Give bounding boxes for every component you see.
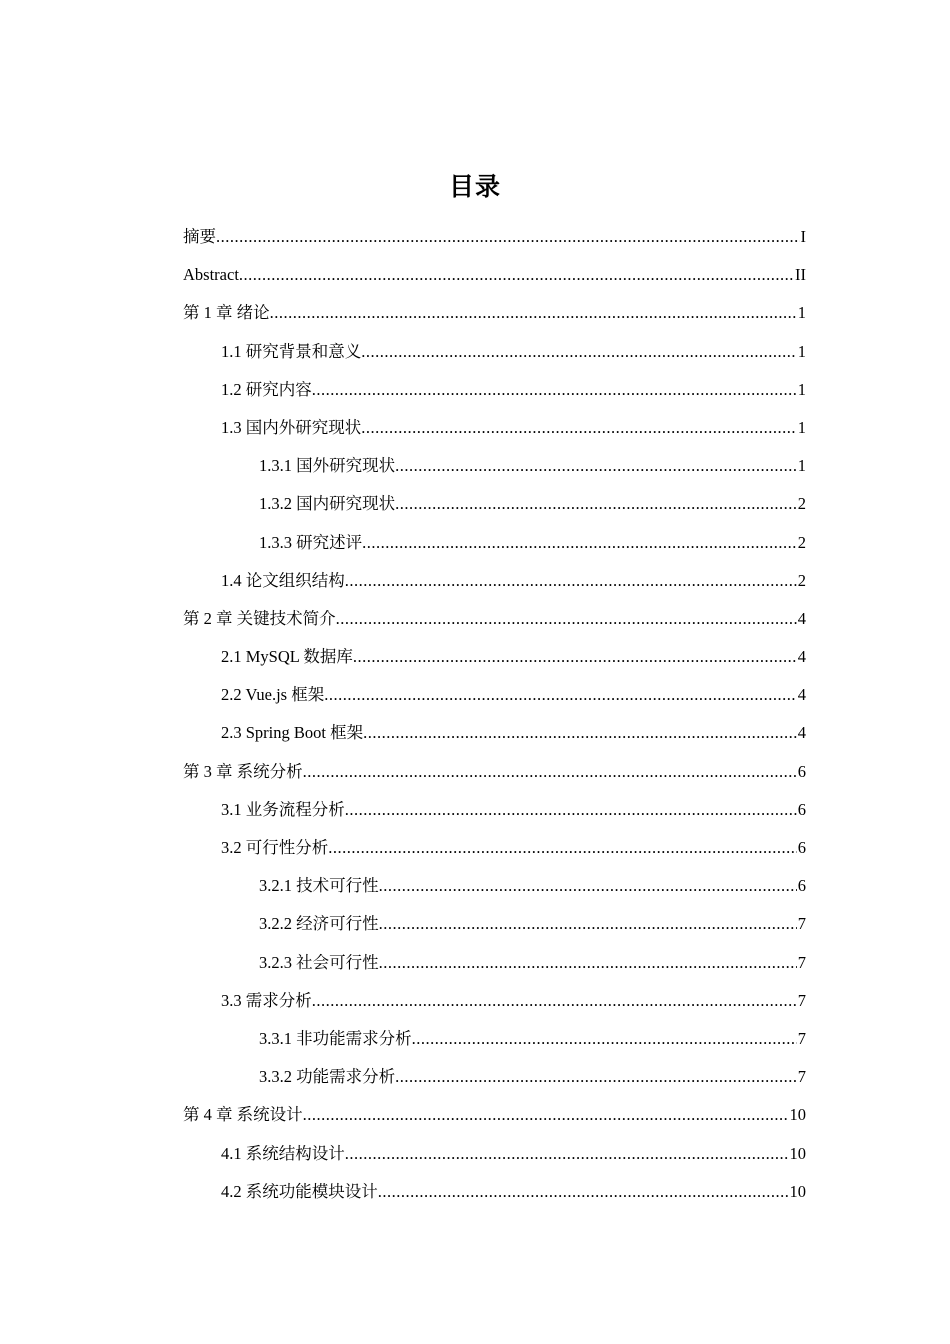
toc-entry[interactable] [183, 944, 806, 982]
toc-entry-label: 3.2.2 经济可行性 [259, 914, 379, 934]
toc-entry[interactable] [183, 1173, 806, 1211]
toc-entry-page-number: 1 [797, 341, 806, 361]
toc-entry-label: 第 2 章 关键技术简介 [183, 608, 336, 628]
toc-dot-leader [216, 218, 800, 256]
toc-dot-leader [379, 905, 797, 943]
toc-entry-page-number: I [800, 227, 806, 246]
toc-entry[interactable] [183, 1135, 806, 1173]
toc-entry-page-number: 1 [797, 379, 806, 399]
toc-entry[interactable] [183, 905, 806, 943]
toc-dot-leader [395, 447, 797, 485]
toc-entry-label: 1.3.1 国外研究现状 [259, 456, 396, 476]
toc-entry-label: 3.2.1 技术可行性 [259, 876, 379, 896]
toc-entry-page-number: 1 [797, 456, 806, 476]
toc-entry-page-number: 6 [797, 799, 806, 819]
toc-entry[interactable] [183, 753, 806, 791]
toc-entry-page-number: 4 [797, 685, 806, 705]
page-title: 目录 [448, 171, 501, 201]
toc-entry-page-number: 2 [797, 532, 806, 552]
toc-entry[interactable] [183, 562, 806, 600]
toc-entry[interactable] [183, 485, 806, 523]
toc-dot-leader [412, 1020, 797, 1058]
toc-dot-leader [336, 600, 797, 638]
toc-entry-label: 1.2 研究内容 [221, 379, 312, 399]
toc-dot-leader [303, 1096, 789, 1134]
toc-entry[interactable] [183, 371, 806, 409]
toc-entry-label: 4.2 系统功能模块设计 [221, 1181, 378, 1201]
toc-entry-page-number: 4 [797, 608, 806, 628]
toc-entry-page-number: II [795, 265, 806, 285]
toc-dot-leader [324, 676, 797, 714]
toc-entry[interactable] [183, 524, 806, 562]
toc-dot-leader [379, 867, 797, 905]
toc-entry-label: 2.3 Spring Boot 框架 [221, 723, 364, 743]
toc-entry-label: 1.1 研究背景和意义 [221, 341, 362, 361]
toc-entry[interactable] [183, 600, 806, 638]
toc-entry-label: 3.2.3 社会可行性 [259, 952, 379, 972]
toc-entry-label: 2.1 MySQL 数据库 [221, 647, 353, 667]
toc-entry[interactable] [183, 1096, 806, 1134]
toc-entry-label: 1.3 国内外研究现状 [221, 417, 362, 437]
toc-entry-label: 3.1 业务流程分析 [221, 799, 345, 819]
toc-entry-label: 3.3 需求分析 [221, 990, 312, 1010]
toc-entry[interactable] [183, 447, 806, 485]
toc-entry[interactable] [183, 294, 806, 332]
toc-entry-label: 4.1 系统结构设计 [221, 1143, 345, 1163]
toc-entry-label: 摘要 [183, 227, 216, 246]
toc-entry-page-number: 7 [797, 914, 806, 934]
toc-dot-leader [395, 485, 797, 523]
toc-entry[interactable] [183, 333, 806, 371]
toc-entry-page-number: 4 [797, 647, 806, 667]
toc-dot-leader [379, 944, 797, 982]
toc-entry-page-number: 1 [797, 417, 806, 437]
toc-entry[interactable] [183, 982, 806, 1020]
toc-dot-leader [312, 371, 797, 409]
toc-entry-page-number: 7 [797, 1067, 806, 1087]
toc-entry-label: 1.3.2 国内研究现状 [259, 494, 396, 514]
toc-dot-leader [361, 409, 797, 447]
toc-entry-label: 3.3.2 功能需求分析 [259, 1067, 396, 1087]
toc-entry[interactable] [183, 638, 806, 676]
toc-entry-label: 1.3.3 研究述评 [259, 532, 363, 552]
toc-entry-label: 3.3.1 非功能需求分析 [259, 1028, 412, 1048]
toc-entry-page-number: 10 [789, 1143, 806, 1163]
toc-entry-label: 第 4 章 系统设计 [183, 1105, 303, 1125]
toc-dot-leader [312, 982, 797, 1020]
toc-entry-label: 1.4 论文组织结构 [221, 570, 345, 590]
toc-entry-label: 2.2 Vue.js 框架 [221, 685, 325, 705]
toc-entry[interactable] [183, 409, 806, 447]
toc-dot-leader [362, 524, 797, 562]
toc-entry[interactable] [183, 1020, 806, 1058]
toc-entry-page-number: 7 [797, 990, 806, 1010]
toc-entry-label: 第 1 章 绪论 [183, 303, 270, 323]
toc-dot-leader [303, 753, 797, 791]
toc-entry-page-number: 1 [797, 303, 806, 323]
toc-entry-page-number: 6 [797, 761, 806, 781]
toc-dot-leader [353, 638, 797, 676]
toc-dot-leader [345, 791, 797, 829]
toc-entry-page-number: 2 [797, 570, 806, 590]
toc-dot-leader [361, 333, 797, 371]
toc-entry[interactable] [183, 714, 806, 752]
toc-entry-page-number: 6 [797, 838, 806, 857]
toc-dot-leader [345, 1135, 789, 1173]
toc-entry-label: 第 3 章 系统分析 [183, 761, 303, 781]
toc-entry[interactable] [183, 867, 806, 905]
toc-dot-leader [395, 1058, 797, 1096]
toc-entry[interactable] [183, 791, 806, 829]
toc-entry[interactable] [183, 829, 806, 867]
toc-dot-leader [328, 829, 797, 867]
toc-entry-page-number: 2 [797, 494, 806, 514]
toc-entry-label: 3.2 可行性分析 [221, 838, 329, 857]
toc-dot-leader [363, 714, 797, 752]
toc-entry-page-number: 7 [797, 1028, 806, 1048]
toc-entry-page-number: 7 [797, 952, 806, 972]
toc-dot-leader [270, 294, 797, 332]
toc-entry-page-number: 4 [797, 723, 806, 743]
toc-entry-page-number: 6 [797, 876, 806, 896]
toc-entry[interactable] [183, 218, 806, 256]
toc-entry-page-number: 10 [789, 1181, 806, 1201]
toc-entry-label: Abstract [183, 265, 239, 285]
toc-entry[interactable] [183, 1058, 806, 1096]
toc-dot-leader [345, 562, 797, 600]
toc-entry[interactable] [183, 676, 806, 714]
toc-entry[interactable] [183, 256, 806, 294]
table-of-contents [183, 218, 806, 1211]
toc-entry-page-number: 10 [789, 1105, 806, 1125]
toc-dot-leader [239, 256, 794, 294]
toc-dot-leader [378, 1173, 789, 1211]
